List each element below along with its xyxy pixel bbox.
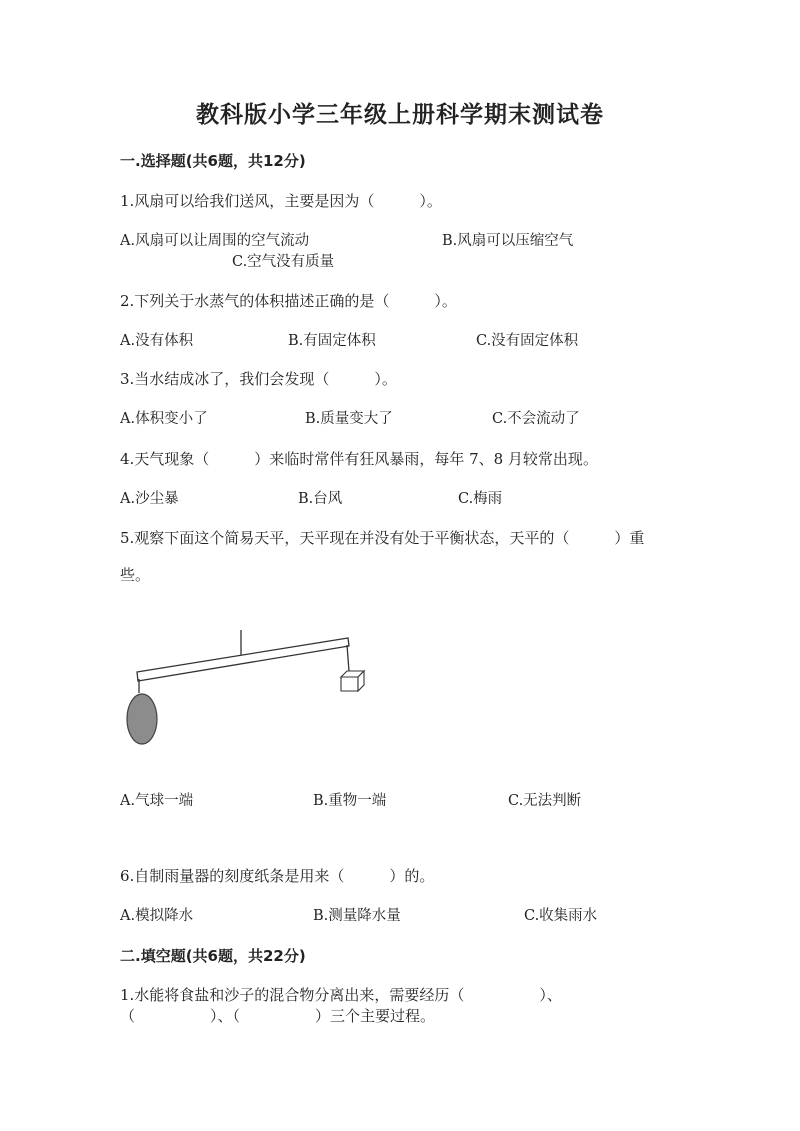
section-heading-choice: 一.选择题(共6题，共12分) — [120, 152, 306, 170]
option-2b[interactable]: B.有固定体积 — [288, 333, 376, 349]
balloon — [127, 694, 157, 744]
option-5b[interactable]: B.重物一端 — [313, 793, 387, 809]
page-title: 教科版小学三年级上册科学期末测试卷 — [196, 101, 604, 128]
option-5a[interactable]: A.气球一端 — [120, 793, 194, 809]
question-2: 2.下列关于水蒸气的体积描述正确的是（ ）。 — [120, 292, 457, 310]
balance-figure — [120, 625, 380, 750]
option-2a[interactable]: A.没有体积 — [120, 333, 194, 349]
section-heading-fill: 二.填空题(共6题，共22分) — [120, 947, 306, 965]
weight-cube — [341, 671, 364, 691]
option-4b[interactable]: B.台风 — [298, 491, 343, 507]
option-1c[interactable]: C.空气没有质量 — [232, 254, 335, 270]
option-3c[interactable]: C.不会流动了 — [492, 411, 580, 427]
fill-question-1-line1: 1.水能将食盐和沙子的混合物分离出来，需要经历（ ）、 — [120, 986, 562, 1004]
option-6c[interactable]: C.收集雨水 — [524, 908, 598, 924]
balance-beam — [137, 638, 349, 681]
question-5-line2: 些。 — [120, 566, 151, 584]
option-3a[interactable]: A.体积变小了 — [120, 411, 208, 427]
option-6a[interactable]: A.模拟降水 — [120, 908, 194, 924]
question-5-line1: 5.观察下面这个简易天平，天平现在并没有处于平衡状态，天平的（ ）重 — [120, 529, 645, 547]
option-4c[interactable]: C.梅雨 — [458, 491, 503, 507]
weight-string — [347, 645, 349, 671]
option-4a[interactable]: A.沙尘暴 — [120, 491, 179, 507]
option-1b[interactable]: B.风扇可以压缩空气 — [442, 233, 574, 249]
option-3b[interactable]: B.质量变大了 — [305, 411, 393, 427]
question-6: 6.自制雨量器的刻度纸条是用来（ ）的。 — [120, 867, 435, 885]
question-3: 3.当水结成冰了，我们会发现（ ）。 — [120, 370, 397, 388]
option-2c[interactable]: C.没有固定体积 — [476, 333, 579, 349]
option-1a[interactable]: A.风扇可以让周围的空气流动 — [120, 233, 310, 249]
fill-question-1-line2: （ ）、（ ）三个主要过程。 — [120, 1007, 436, 1025]
question-1: 1.风扇可以给我们送风，主要是因为（ ）。 — [120, 192, 442, 210]
option-6b[interactable]: B.测量降水量 — [313, 908, 401, 924]
option-5c[interactable]: C.无法判断 — [508, 793, 582, 809]
question-4: 4.天气现象（ ）来临时常伴有狂风暴雨，每年 7、8 月较常出现。 — [120, 450, 598, 468]
